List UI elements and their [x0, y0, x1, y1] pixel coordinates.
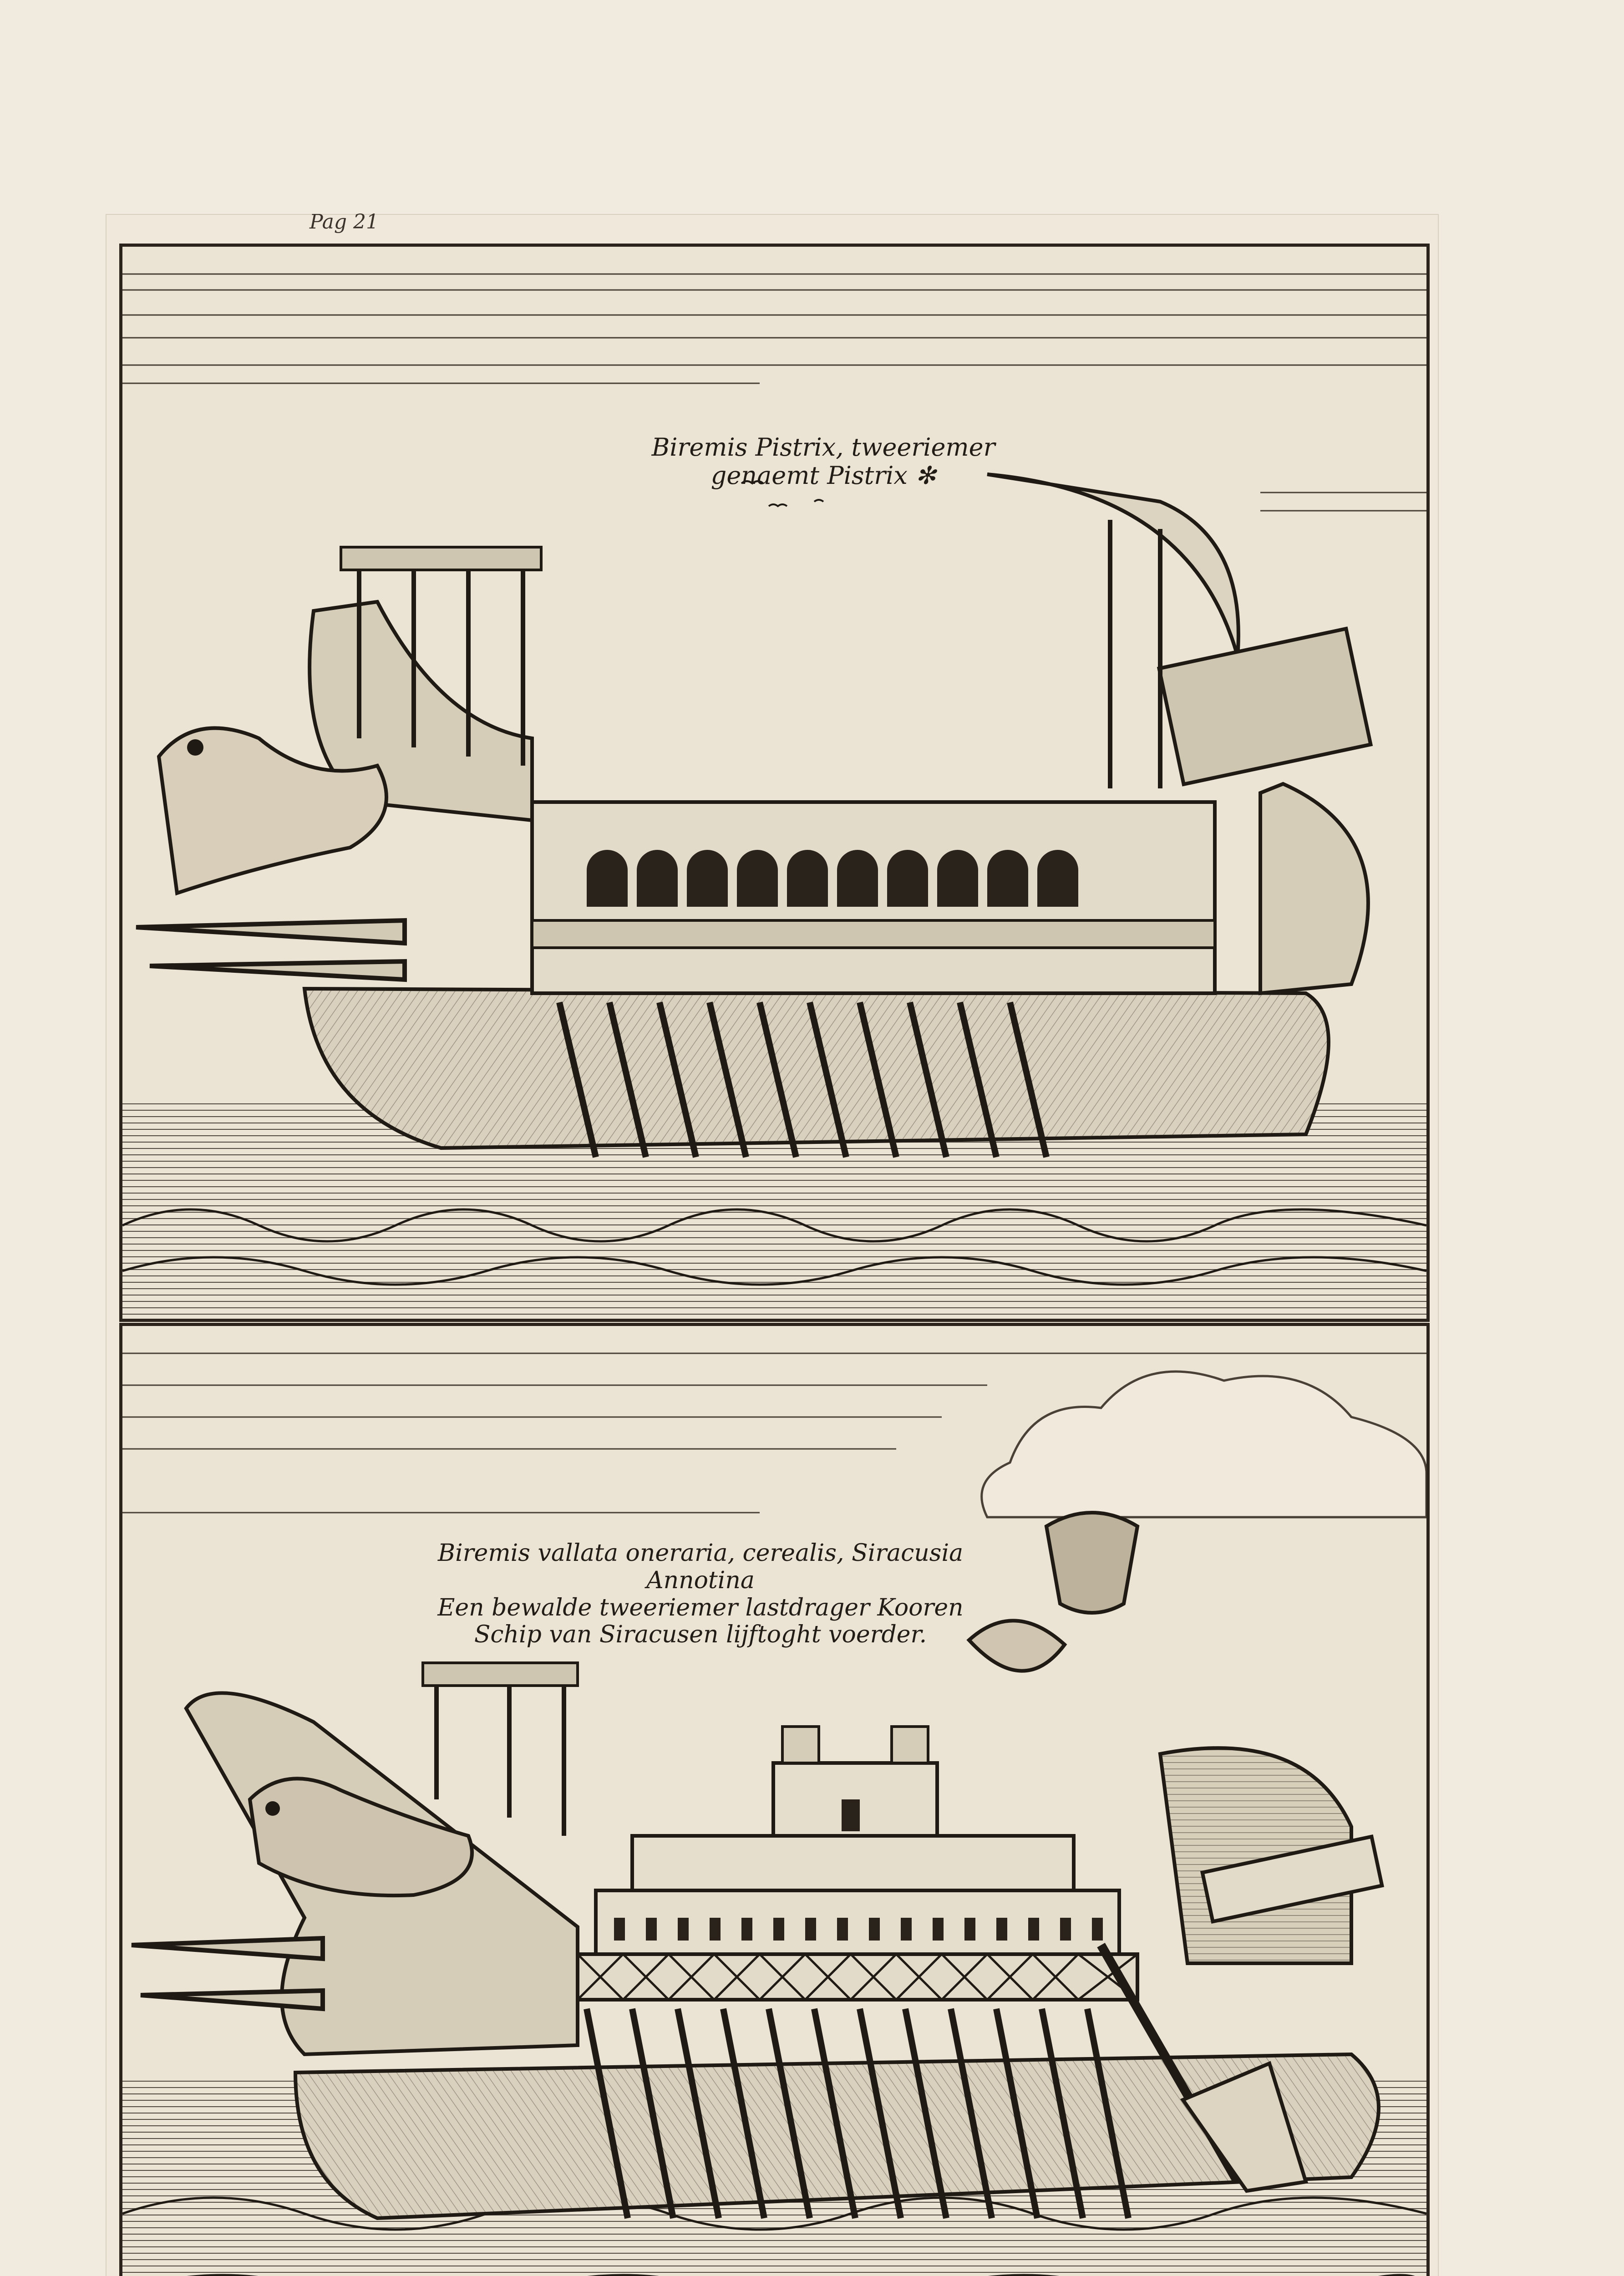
title-top-line-1: Biremis Pistrix, tweeriemer: [651, 433, 995, 462]
bireme-siracusia-illustration: [122, 1326, 1426, 2276]
plate-title-top: [550, 433, 1096, 490]
title-top-line-2: genaemt Pistrix ✻: [710, 461, 936, 490]
title-bottom-line-2: Annotina: [646, 1566, 755, 1594]
title-bottom-line-4: Schip van Siracusen lijftoght voerder.: [474, 1621, 927, 1649]
engraving-bottom-panel: [119, 1323, 1430, 2276]
title-bottom-line-1: Biremis vallata oneraria, cerealis, Siracusia: [437, 1539, 964, 1567]
plate-title-bottom: [359, 1540, 1042, 1649]
bireme-pistrix-illustration: [122, 247, 1426, 1319]
page-label: Pag 21: [310, 210, 379, 234]
title-bottom-line-3: Een bewalde tweeriemer lastdrager Kooren: [437, 1594, 964, 1621]
engraving-top-panel: [119, 244, 1430, 1322]
